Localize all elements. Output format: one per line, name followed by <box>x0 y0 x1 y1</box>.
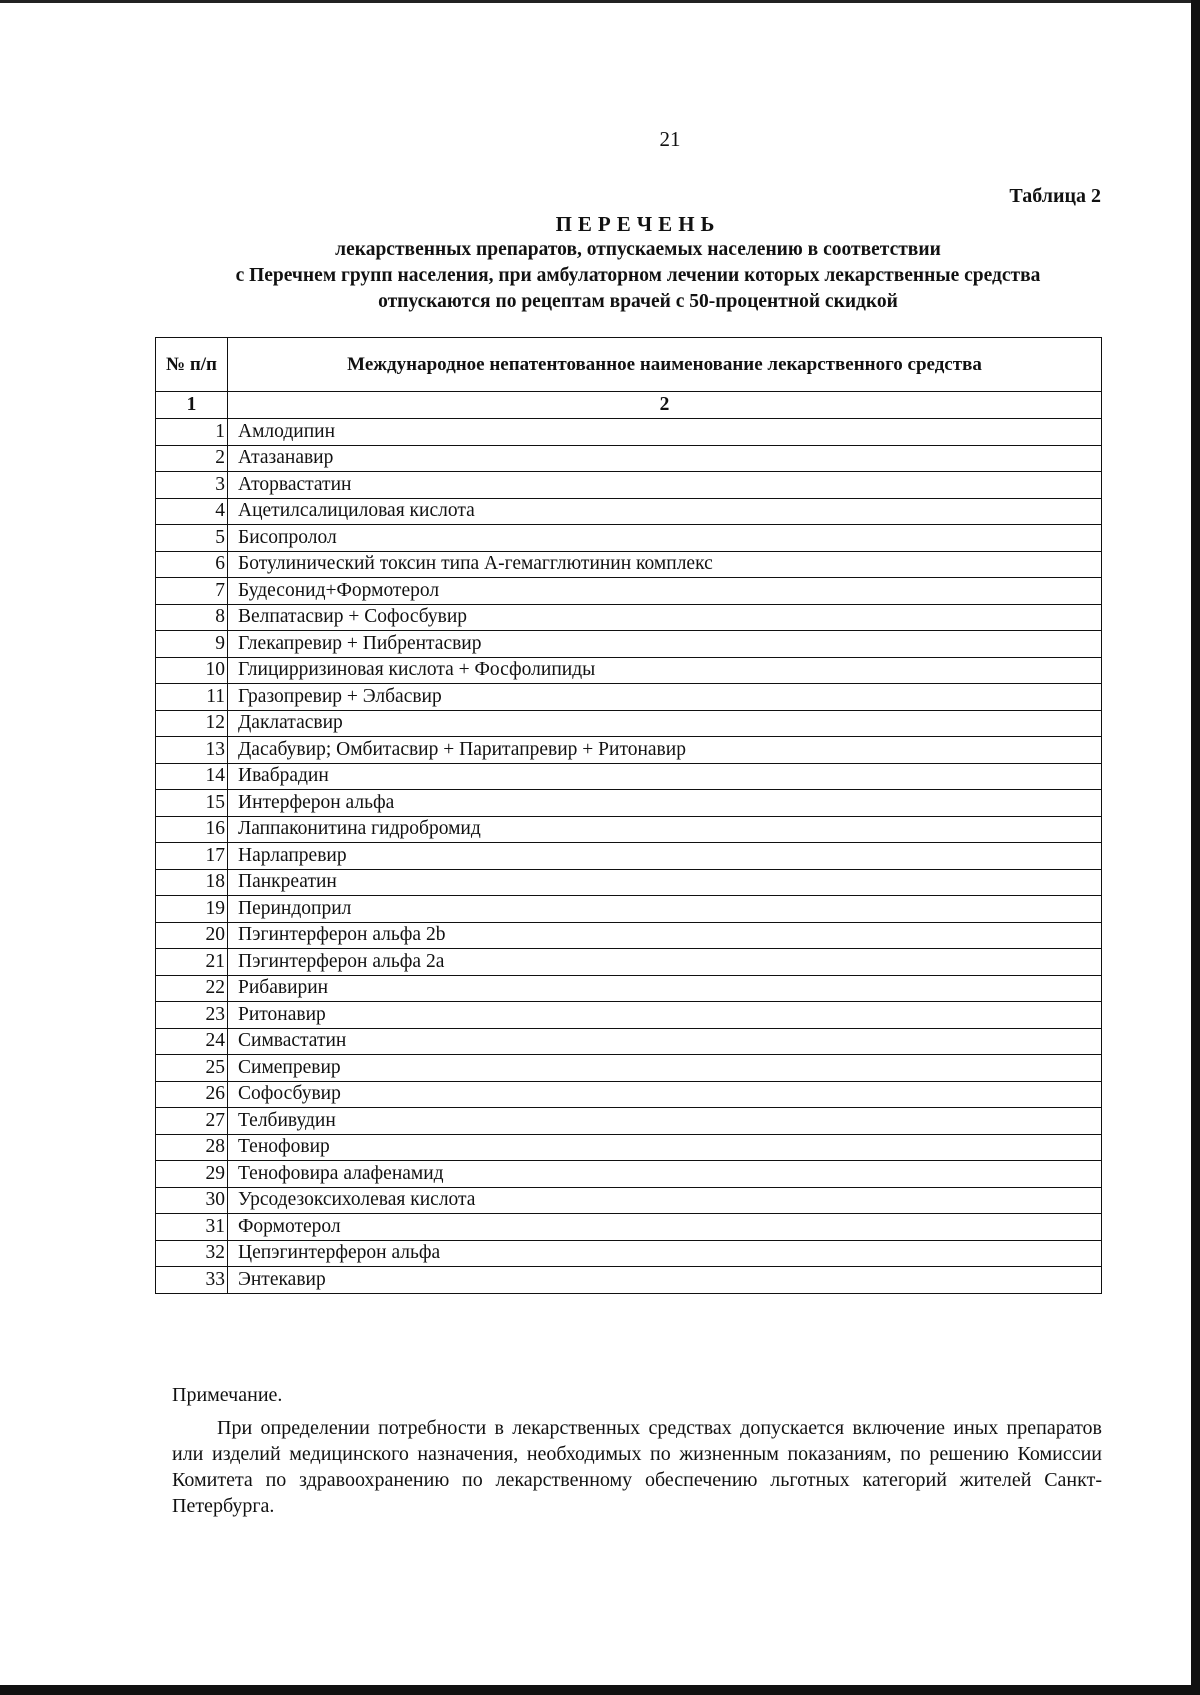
table-row <box>156 1002 1102 1029</box>
drug-name: Софосбувир <box>228 1081 1102 1108</box>
title-main: ПЕРЕЧЕНЬ <box>555 212 721 236</box>
row-number: 16 <box>156 816 228 843</box>
table-row <box>156 1240 1102 1267</box>
table-row <box>156 790 1102 817</box>
table-row <box>156 684 1102 711</box>
row-number: 5 <box>156 525 228 552</box>
table-row <box>156 949 1102 976</box>
title-line-3: отпускаются по рецептам врачей с 50-процентной скидкой <box>378 291 898 312</box>
row-number: 21 <box>156 949 228 976</box>
table-row <box>156 816 1102 843</box>
row-number: 33 <box>156 1267 228 1294</box>
row-number: 30 <box>156 1187 228 1214</box>
row-number: 25 <box>156 1055 228 1082</box>
table-row <box>156 1028 1102 1055</box>
table-row <box>156 1214 1102 1241</box>
row-number: 32 <box>156 1240 228 1267</box>
note-text: При определении потребности в лекарственных средствах допускается включение иных препаратов или изделий медицинского назначения, необходимых по жизненным показаниям, по решению Комиссии Комитета по здравоохранению по лекарственному обеспечению льготных категорий жителей Санкт-Петербурга. <box>172 1417 1102 1517</box>
row-number: 18 <box>156 869 228 896</box>
drug-name: Ивабрадин <box>228 763 1102 790</box>
document-title <box>160 211 1116 315</box>
table-row <box>156 896 1102 923</box>
table-row <box>156 869 1102 896</box>
header-name: Международное непатентованное наименование лекарственного средства <box>228 338 1102 392</box>
drug-name: Даклатасвир <box>228 710 1102 737</box>
row-number: 13 <box>156 737 228 764</box>
drug-name: Ацетилсалициловая кислота <box>228 498 1102 525</box>
drug-name: Нарлапревир <box>228 843 1102 870</box>
drug-name: Амлодипин <box>228 419 1102 446</box>
title-line-1: лекарственных препаратов, отпускаемых населению в соответствии <box>335 239 941 260</box>
drug-name: Энтекавир <box>228 1267 1102 1294</box>
table-row <box>156 1108 1102 1135</box>
row-number: 22 <box>156 975 228 1002</box>
table-row <box>156 1134 1102 1161</box>
table-body <box>156 419 1102 1294</box>
row-number: 29 <box>156 1161 228 1188</box>
drug-name: Цепэгинтерферон альфа <box>228 1240 1102 1267</box>
row-number: 9 <box>156 631 228 658</box>
page-number: 21 <box>659 127 681 151</box>
table-row <box>156 763 1102 790</box>
drug-name: Телбивудин <box>228 1108 1102 1135</box>
table-row <box>156 922 1102 949</box>
drug-name: Будесонид+Формотерол <box>228 578 1102 605</box>
drug-name: Атазанавир <box>228 445 1102 472</box>
table-row <box>156 1055 1102 1082</box>
table-row <box>156 525 1102 552</box>
drug-name: Ритонавир <box>228 1002 1102 1029</box>
row-number: 17 <box>156 843 228 870</box>
row-number: 28 <box>156 1134 228 1161</box>
drug-name: Тенофовира алафенамид <box>228 1161 1102 1188</box>
drug-name: Формотерол <box>228 1214 1102 1241</box>
table-row <box>156 1187 1102 1214</box>
table-row <box>156 419 1102 446</box>
row-number: 15 <box>156 790 228 817</box>
column-index-row <box>156 392 1102 419</box>
row-number: 8 <box>156 604 228 631</box>
drug-name: Глицирризиновая кислота + Фосфолипиды <box>228 657 1102 684</box>
drug-name: Урсодезоксихолевая кислота <box>228 1187 1102 1214</box>
drug-name: Рибавирин <box>228 975 1102 1002</box>
table-row <box>156 631 1102 658</box>
drug-name: Бисопролол <box>228 525 1102 552</box>
drugs-table <box>155 337 1102 1294</box>
table-row <box>156 578 1102 605</box>
drug-name: Пэгинтерферон альфа 2а <box>228 949 1102 976</box>
table-row <box>156 445 1102 472</box>
row-number: 20 <box>156 922 228 949</box>
row-number: 31 <box>156 1214 228 1241</box>
row-number: 7 <box>156 578 228 605</box>
table-row <box>156 1081 1102 1108</box>
row-number: 12 <box>156 710 228 737</box>
drug-name: Дасабувир; Омбитасвир + Паритапревир + Ритонавир <box>228 737 1102 764</box>
table-row <box>156 737 1102 764</box>
drug-name: Периндоприл <box>228 896 1102 923</box>
drug-name: Ботулинический токсин типа А-гемагглютинин комплекс <box>228 551 1102 578</box>
row-number: 2 <box>156 445 228 472</box>
scan-border-right <box>1191 0 1200 1695</box>
table-row <box>156 657 1102 684</box>
column-index-1: 1 <box>156 392 228 419</box>
scan-border-bottom <box>0 1685 1200 1695</box>
table-label: Таблица 2 <box>1009 185 1101 207</box>
table-row <box>156 472 1102 499</box>
drug-name: Интерферон альфа <box>228 790 1102 817</box>
table-row <box>156 604 1102 631</box>
drug-name: Пэгинтерферон альфа 2b <box>228 922 1102 949</box>
row-number: 6 <box>156 551 228 578</box>
row-number: 14 <box>156 763 228 790</box>
drug-name: Аторвастатин <box>228 472 1102 499</box>
drug-name: Симепревир <box>228 1055 1102 1082</box>
row-number: 19 <box>156 896 228 923</box>
table-row <box>156 975 1102 1002</box>
row-number: 23 <box>156 1002 228 1029</box>
table-row <box>156 710 1102 737</box>
drug-name: Гразопревир + Элбасвир <box>228 684 1102 711</box>
row-number: 4 <box>156 498 228 525</box>
scan-border-top <box>0 0 1200 3</box>
row-number: 10 <box>156 657 228 684</box>
row-number: 3 <box>156 472 228 499</box>
row-number: 24 <box>156 1028 228 1055</box>
column-index-2: 2 <box>228 392 1102 419</box>
title-line-2: с Перечнем групп населения, при амбулаторном лечении которых лекарственные средства <box>235 265 1041 286</box>
table-row <box>156 498 1102 525</box>
table-row <box>156 843 1102 870</box>
drug-name: Панкреатин <box>228 869 1102 896</box>
drug-name: Глекапревир + Пибрентасвир <box>228 631 1102 658</box>
table-row <box>156 551 1102 578</box>
row-number: 11 <box>156 684 228 711</box>
drug-name: Тенофовир <box>228 1134 1102 1161</box>
table-header-row <box>156 338 1102 392</box>
header-number: № п/п <box>156 338 228 392</box>
row-number: 26 <box>156 1081 228 1108</box>
row-number: 27 <box>156 1108 228 1135</box>
row-number: 1 <box>156 419 228 446</box>
drug-name: Велпатасвир + Софосбувир <box>228 604 1102 631</box>
table-row <box>156 1161 1102 1188</box>
drug-name: Симвастатин <box>228 1028 1102 1055</box>
drug-name: Лаппаконитина гидробромид <box>228 816 1102 843</box>
note-title: Примечание. <box>172 1384 283 1406</box>
table-row <box>156 1267 1102 1294</box>
